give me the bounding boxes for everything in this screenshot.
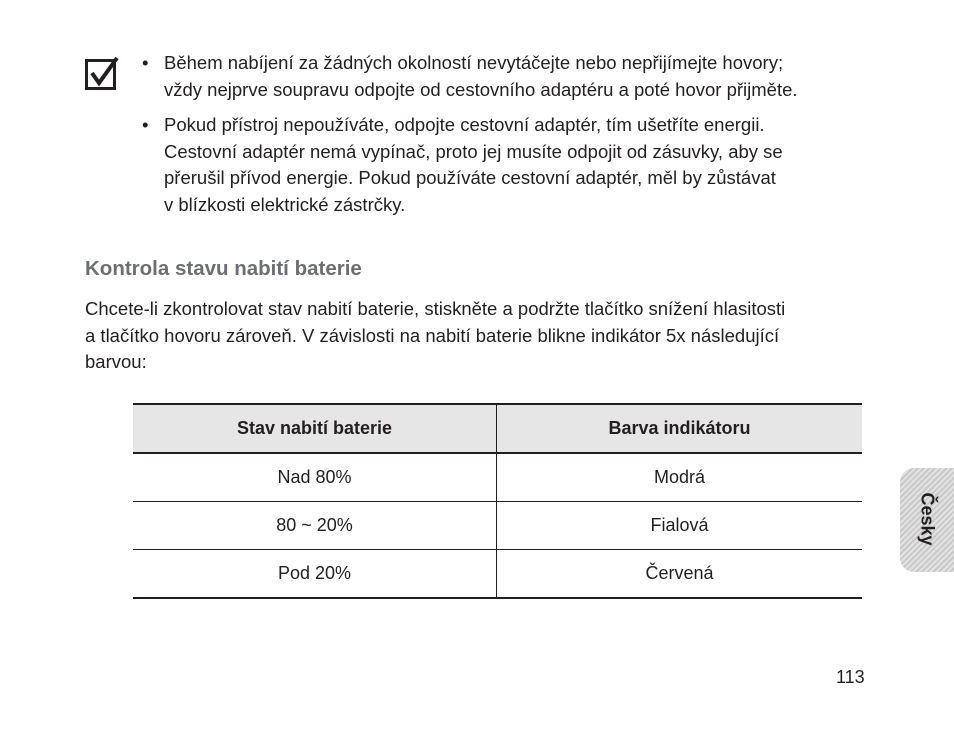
- header-battery-status: Stav nabití baterie: [133, 404, 497, 453]
- cell-battery-level: 80 ~ 20%: [133, 502, 497, 550]
- table-row: [133, 502, 862, 550]
- note-line: přerušil přívod energie. Pokud používáte cestovní adaptér, měl by zůstávat: [164, 167, 776, 188]
- cell-indicator-color: Modrá: [497, 453, 863, 502]
- note-list: [140, 50, 880, 227]
- note-item: [140, 50, 880, 103]
- body-line: barvou:: [85, 351, 147, 372]
- bullet: •: [142, 52, 149, 73]
- language-tab-label: Česky: [917, 492, 938, 546]
- cell-battery-level: Pod 20%: [133, 550, 497, 599]
- table-row: [133, 453, 862, 502]
- cell-battery-level: Nad 80%: [133, 453, 497, 502]
- section-title: Kontrola stavu nabití baterie: [85, 257, 362, 280]
- checkbox-note-icon: [85, 56, 119, 90]
- note-item: [140, 112, 880, 218]
- table-row: [133, 550, 862, 599]
- note-line: v blízkosti elektrické zástrčky.: [164, 193, 406, 215]
- section-body: [85, 296, 875, 376]
- note-line: Pokud přístroj nepoužíváte, odpojte cestovní adaptér, tím ušetříte energii.: [164, 114, 765, 135]
- body-line: a tlačítko hovoru zároveň. V závislosti na nabití baterie blikne indikátor 5x následující: [85, 324, 780, 346]
- battery-status-table: [133, 403, 862, 599]
- note-line: Během nabíjení za žádných okolností nevytáčejte nebo nepřijímejte hovory;: [164, 52, 784, 73]
- cell-indicator-color: Červená: [497, 550, 863, 599]
- bullet: •: [142, 114, 149, 135]
- header-indicator-color: Barva indikátoru: [497, 404, 863, 453]
- cell-indicator-color: Fialová: [497, 502, 863, 550]
- note-line: vždy nejprve soupravu odpojte od cestovního adaptéru a poté hovor přijměte.: [164, 78, 798, 100]
- note-line: Cestovní adaptér nemá vypínač, proto jej musíte odpojit od zásuvky, aby se: [164, 140, 783, 162]
- body-line: Chcete-li zkontrolovat stav nabití baterie, stiskněte a podržte tlačítko snížení hlasitosti: [85, 298, 786, 319]
- table-header-row: [133, 404, 862, 453]
- page-number: 113: [836, 667, 865, 687]
